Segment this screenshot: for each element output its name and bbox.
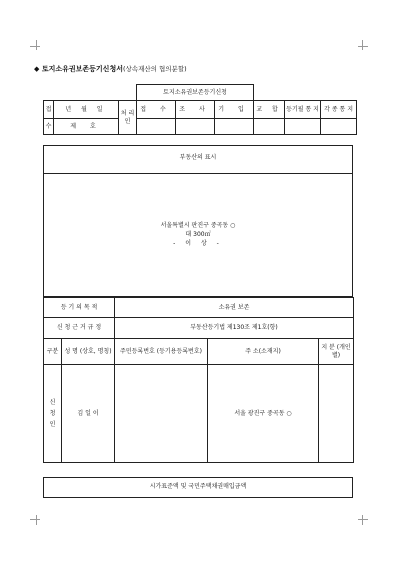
reception-table xyxy=(43,84,357,135)
property-address[interactable]: 서울특별시 판진구 중곡동 ○ xyxy=(160,222,236,229)
applicant-name[interactable]: 김 일 이 xyxy=(62,365,115,463)
reception-header: 토지소유권보존등기신청 xyxy=(137,85,254,101)
col-completion-notice: 등기필 통 지 xyxy=(285,101,321,119)
cause-value[interactable]: 부동산등기법 제130조 제1호(항) xyxy=(115,318,354,339)
date-label: 년 월 일 xyxy=(54,101,119,119)
col-name: 성 명 (상호, 명칭) xyxy=(62,339,115,365)
crop-mark xyxy=(362,515,363,525)
handler-label: 처 리 인 xyxy=(119,101,137,135)
divider xyxy=(44,173,352,174)
form-title xyxy=(34,64,187,74)
col-entry: 기 입 xyxy=(215,101,254,119)
tax-label: 시가표준액 및 국민주택채권매입금액 xyxy=(149,483,247,490)
cell-check[interactable] xyxy=(254,119,285,135)
property-section xyxy=(43,145,353,297)
cell-reception[interactable] xyxy=(137,119,176,135)
tax-section xyxy=(43,477,353,498)
col-address: 주 소(소재지) xyxy=(208,339,319,365)
crop-mark xyxy=(358,46,368,47)
crop-mark xyxy=(36,515,37,525)
purpose-label: 등 기 의 목 적 xyxy=(44,298,115,318)
applicant-regno[interactable] xyxy=(115,365,208,463)
applicant-label: 신 청 인 xyxy=(44,365,62,463)
cell-inspection[interactable] xyxy=(176,119,215,135)
applicant-share[interactable] xyxy=(319,365,354,463)
col-share: 지 분 (개인별) xyxy=(319,339,354,365)
reception-label-top: 접 xyxy=(44,101,54,119)
col-regno: 주민등록번호 (등기용등록번호) xyxy=(115,339,208,365)
reception-label-bottom: 수 xyxy=(44,119,54,135)
col-reception: 접 수 xyxy=(137,101,176,119)
cell-entry[interactable] xyxy=(215,119,254,135)
crop-mark xyxy=(362,40,363,50)
applicant-table xyxy=(43,297,354,463)
crop-mark xyxy=(36,40,37,50)
cell-completion-notice[interactable] xyxy=(285,119,321,135)
col-type: 구분 xyxy=(44,339,62,365)
title-subtitle: (상속재산의 협의분할) xyxy=(122,65,187,73)
col-check: 교 합 xyxy=(254,101,285,119)
crop-mark xyxy=(358,519,368,520)
property-header: 부동산의 표시 xyxy=(179,154,217,161)
col-inspection: 조 사 xyxy=(176,101,215,119)
property-end-marker: - 이 상 - xyxy=(173,240,223,247)
col-notices: 각 종 통 지 xyxy=(321,101,357,119)
title-text: 토지소유권보존등기신청서 xyxy=(41,65,123,73)
crop-mark xyxy=(30,519,40,520)
cause-label: 신 청 근 거 규 정 xyxy=(44,318,115,339)
applicant-address[interactable]: 서울 광진구 중곡동 ○ xyxy=(208,365,319,463)
cell-notices[interactable] xyxy=(321,119,357,135)
property-area[interactable]: 대 300㎡ xyxy=(185,231,211,238)
purpose-value[interactable]: 소유권 보존 xyxy=(115,298,354,318)
number-label: 제 호 xyxy=(54,119,119,135)
crop-mark xyxy=(30,46,40,47)
title-bullet: ◆ xyxy=(34,65,40,73)
